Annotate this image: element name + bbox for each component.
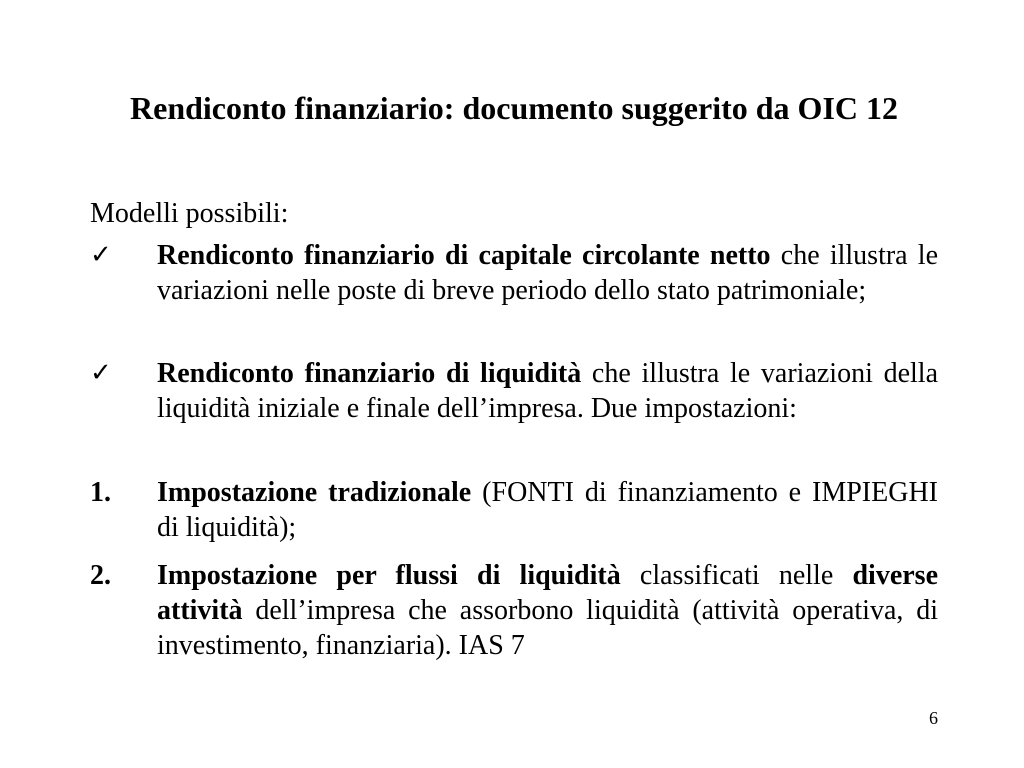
list-number: 1. [90,477,111,508]
item-body-text: che illustra le variazioni nelle poste di breve periodo dello stato patrimoniale; [157,240,939,306]
item-bold-text: Impostazione tradizionale [157,477,472,508]
page-number: 6 [929,708,938,728]
item-bold-text: Rendiconto finanziario di capitale circolante netto [157,240,771,271]
item-bold-text: Rendiconto finanziario di liquidità [157,358,582,389]
checkmark-icon: ✓ [90,240,112,270]
list-item-liquidita [90,356,938,426]
checkmark-icon: ✓ [90,358,112,388]
slide-title: Rendiconto finanziario: documento suggerito da OIC 12 [130,90,898,126]
list-item-flussi [90,558,938,663]
list-item-ccn [90,238,938,308]
list-item-text [157,558,938,663]
list-item-text [157,356,938,426]
item-body-text-2: dell’impresa che assorbono liquidità (attività operativa, di investimento, finanziaria). IAS 7 [157,595,938,661]
intro-text: Modelli possibili: [90,198,289,229]
item-bold-text-2: diverse attività [157,560,938,626]
list-number: 2. [90,560,111,591]
item-body-text: che illustra le variazioni della liquidità iniziale e finale dell’impresa. Due impostazioni: [157,358,938,424]
item-body-text: classificati nelle [620,560,853,591]
item-bold-text: Impostazione per flussi di liquidità [157,560,621,591]
list-item-tradizionale [90,475,938,545]
item-body-text: (FONTI di finanziamento e IMPIEGHI di liquidità); [157,477,938,543]
list-item-text [157,475,938,545]
list-item-text [157,238,938,308]
